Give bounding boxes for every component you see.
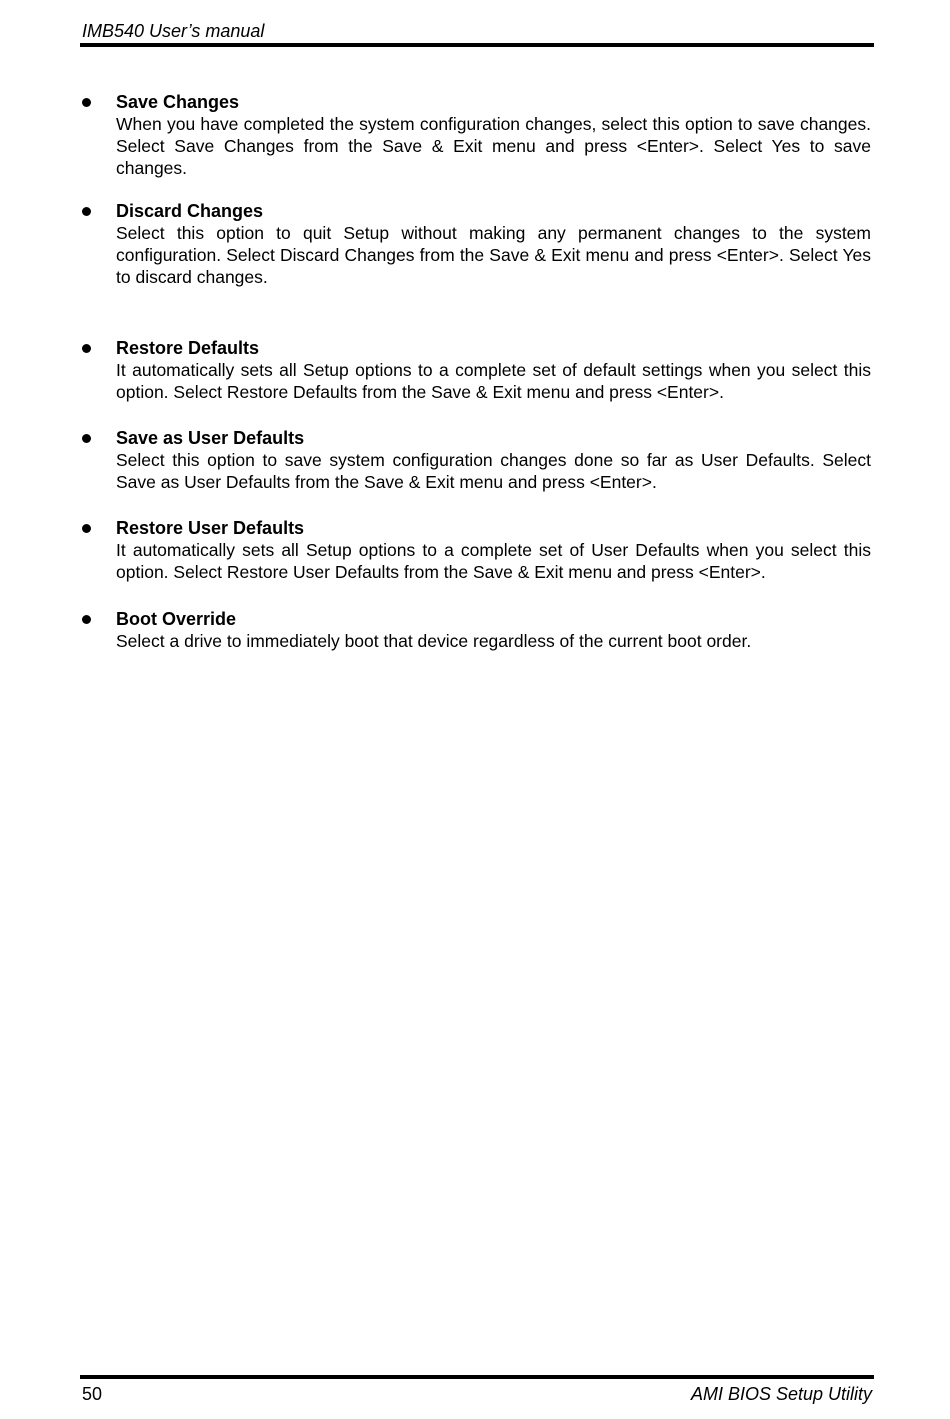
bullet-icon: [82, 427, 91, 449]
running-header-title: IMB540 User’s manual: [82, 21, 265, 41]
footer-rule: [80, 1375, 874, 1379]
section-body: It automatically sets all Setup options to a complete set of User Defaults when you select this option. Select Restore User Defaults from the Save & Exit menu and press <Enter>.: [116, 540, 871, 582]
bullet-icon: [82, 517, 91, 539]
section-body: It automatically sets all Setup options to a complete set of default settings when you select this option. Select Restore Defaults from the Save & Exit menu and press <Enter>.: [116, 360, 871, 402]
section-body: Select this option to save system configuration changes done so far as User Defaults. Select Save as User Defaults from the Save & Exit menu and press <Enter>.: [116, 450, 871, 492]
section-body: Select a drive to immediately boot that device regardless of the current boot order.: [116, 631, 752, 651]
bullet-icon: [82, 200, 91, 222]
section-body: Select this option to quit Setup without making any permanent changes to the system configuration. Select Discard Changes from the Save & Exit menu and press <Enter>. Select Yes to discard changes.: [116, 223, 871, 287]
bullet-icon: [82, 608, 91, 630]
page-number: 50: [82, 1384, 103, 1404]
bullet-icon: [82, 337, 91, 359]
header-rule: [80, 43, 874, 47]
section-body: When you have completed the system configuration changes, select this option to save changes. Select Save Changes from the Save & Exit menu and press <Enter>. Select Yes to save changes.: [116, 114, 871, 178]
running-footer-title: AMI BIOS Setup Utility: [690, 1384, 872, 1404]
section-title: Boot Override: [116, 609, 237, 629]
section-title: Restore Defaults: [116, 338, 260, 358]
section-title: Discard Changes: [116, 201, 264, 221]
section-title: Save as User Defaults: [116, 428, 305, 448]
section-title: Restore User Defaults: [116, 518, 305, 538]
section-title: Save Changes: [116, 92, 240, 112]
bullet-icon: [82, 91, 91, 113]
